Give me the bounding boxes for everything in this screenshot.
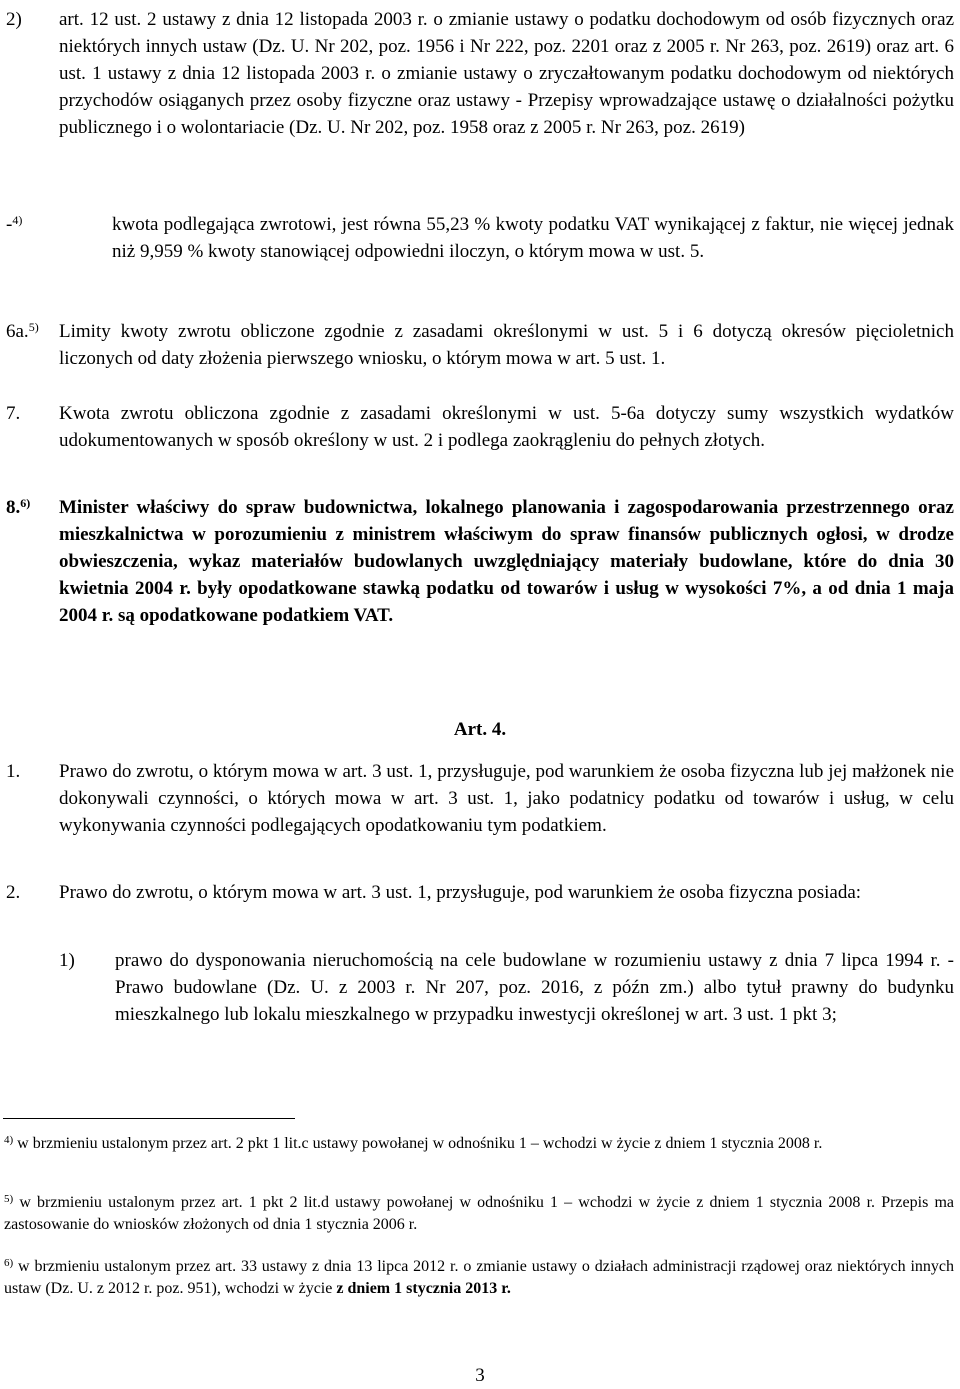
item-text: art. 12 ust. 2 ustawy z dnia 12 listopada 2003 r. o zmianie ustawy o podatku dochodowym od osób fizycznych oraz niektórych innych ustaw (Dz. U. Nr 202, poz. 1956 i Nr 222, poz. 2201 oraz z 2005 r. Nr 263, poz. 2619) oraz art. 6 ust. 1 ustawy z dnia 12 listopada 2003 r. o zmianie ustawy o zryczałtowanym podatku dochodowym od niektórych przychodów osiąganych przez osoby fizyczne oraz ustawy - Przepisy wprowadzające ustawę o działalności pożytku publicznego i o wolontariacie (Dz. U. Nr 202, poz. 1958 oraz z 2005 r. Nr 263, poz. 2619) xyxy=(59,9,954,138)
footnote-5 xyxy=(4,1192,954,1236)
item-text: Limity kwoty zwrotu obliczone zgodnie z zasadami określonymi w ust. 5 i 6 dotyczą okresów pięcioletnich liczonych od daty złożenia pierwszego wniosku, o którym mowa w art. 5 ust. 1. xyxy=(59,321,954,369)
page-number: 3 xyxy=(475,1365,485,1386)
footnote-ref-6: 6) xyxy=(20,496,31,510)
footnote-text: w brzmieniu ustalonym przez art. 33 ustawy z dnia 13 lipca 2012 r. o zmianie ustawy o działach administracji rządowej oraz niektórych innych ustaw (Dz. U. z 2012 r. poz. 951), wchodzi w życie xyxy=(4,1258,955,1297)
footnote-ref-4: 4) xyxy=(12,213,23,227)
footnote-text: w brzmieniu ustalonym przez art. 2 pkt 1 lit.c ustawy powołanej w odnośniku 1 – wchodzi w życie z dniem 1 stycznia 2008 r. xyxy=(17,1135,823,1152)
paragraph-number: 2. xyxy=(6,882,21,903)
item-number: 6a.$^{5)}$ xyxy=(6,320,39,342)
item-text: Kwota zwrotu obliczona zgodnie z zasadami określonymi w ust. 5-6a dotyczy sumy wszystkich wydatków udokumentowanych w sposób określony w ust. 2 i podlega zaokrągleniu do pełnych złotych. xyxy=(59,403,954,451)
article-heading: Art. 4. xyxy=(453,719,507,740)
footnote-marker: 5) xyxy=(4,1193,14,1205)
paragraph-2 xyxy=(6,879,954,906)
list-item-6a xyxy=(6,318,954,372)
footnote-4 xyxy=(4,1133,954,1155)
paragraph-number: 1. xyxy=(6,761,21,782)
point-number: 1) xyxy=(59,950,75,971)
item-number: 2) xyxy=(6,9,22,30)
item-number: 8.$^{6)}$ xyxy=(6,496,31,518)
footnote-ref-5: 5) xyxy=(28,320,39,334)
footnote-separator xyxy=(3,1118,295,1119)
footnote-marker: 6) xyxy=(4,1257,14,1269)
item-number xyxy=(6,211,112,265)
list-item-dash xyxy=(6,211,954,265)
item-text: Minister właściwy do spraw budownictwa, lokalnego planowania i zagospodarowania przestrzennego oraz mieszkalnictwa w porozumieniu z ministrem właściwym do spraw finansów publicznych ogłosi, w drodze obwieszczenia, wykaz materiałów budowlanych uwzględniający materiały budowlane, które do dnia 30 kwietnia 2004 r. były opodatkowane stawką podatku od towarów i usług w wysokości 7%, a od dnia 1 maja 2004 r. są opodatkowane podatkiem VAT. xyxy=(59,497,954,626)
paragraph-2-point-1 xyxy=(59,947,954,1028)
list-item-2 xyxy=(6,6,954,141)
paragraph-text: Prawo do zwrotu, o którym mowa w art. 3 ust. 1, przysługuje, pod warunkiem że osoba fizyczna lub jej małżonek nie dokonywali czynności, o których mowa w art. 3 ust. 1, jako podatnicy podatku od towarów i usług, w celu wykonywania czynności podlegających opodatkowaniu tym podatkiem. xyxy=(59,761,954,836)
paragraph-text: Prawo do zwrotu, o którym mowa w art. 3 ust. 1, przysługuje, pod warunkiem że osoba fizyczna posiada: xyxy=(59,882,862,903)
point-text: prawo do dysponowania nieruchomością na cele budowlane w rozumieniu ustawy z dnia 7 lipca 1994 r. - Prawo budowlane (Dz. U. z 2003 r. Nr 207, poz. 2016, z późn zm.) albo tytuł prawny do budynku mieszkalnego lub lokalu mieszkalnego w przypadku inwestycji określonej w art. 3 ust. 1 pkt 3; xyxy=(115,950,954,1025)
list-item-7 xyxy=(6,400,954,454)
item-text: kwota podlegająca zwrotowi, jest równa 55,23 % kwoty podatku VAT wynikającej z faktur, nie więcej jednak niż 9,959 % kwoty stanowiącej odpowiedni iloczyn, o którym mowa w ust. 5. xyxy=(112,214,954,262)
footnote-text: w brzmieniu ustalonym przez art. 1 pkt 2 lit.d ustawy powołanej w odnośniku 1 – wchodzi w życie z dniem 1 stycznia 2008 r. Przepis ma zastosowanie do wniosków złożonych od dnia 1 stycznia 2006 r. xyxy=(4,1194,955,1233)
footnote-bold-tail: z dniem 1 stycznia 2013 r. xyxy=(336,1280,511,1297)
dash-mark: - xyxy=(6,214,13,235)
footnote-marker: 4) xyxy=(4,1134,14,1146)
list-item-8 xyxy=(6,494,954,629)
footnote-6 xyxy=(4,1256,954,1300)
paragraph-1 xyxy=(6,758,954,839)
item-number: 7. xyxy=(6,403,21,424)
